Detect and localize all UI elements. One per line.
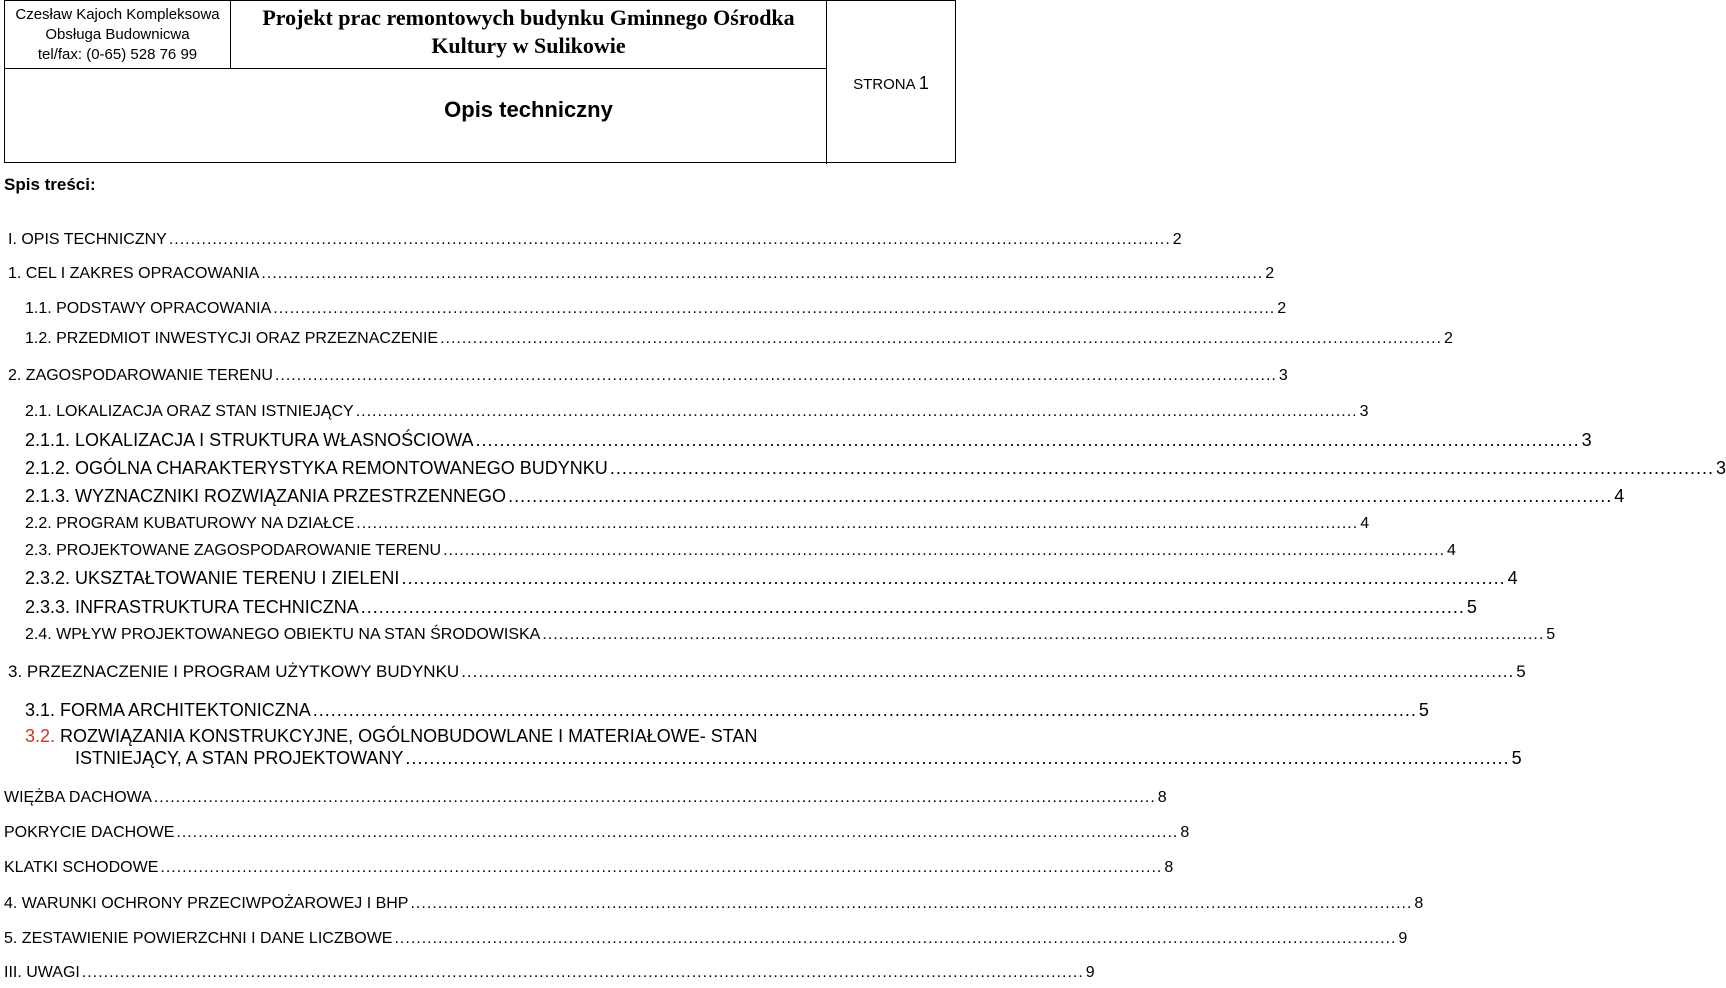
toc-entry[interactable]: 2.1. LOKALIZACJA ORAZ STAN ISTNIEJĄCY ........................................................................................................................................................................................ 3 [25,403,1369,420]
doc-title-cell [231,69,827,164]
toc-entry[interactable]: 2.3.2. UKSZTAŁTOWANIE TERENU I ZIELENI ........................................................................................................................................................................................ 4 [25,568,1518,588]
company-line-3: tel/fax: (0-65) 528 76 99 [37,46,198,63]
page-number: 1 [918,73,929,93]
page-label: STRONA [853,76,915,93]
toc-entry[interactable]: 3.1. FORMA ARCHITEKTONICZNA ........................................................................................................................................................................................ 5 [25,700,1429,720]
toc-entry[interactable]: 1.1. PODSTAWY OPRACOWANIA ........................................................................................................................................................................................ 2 [25,300,1287,317]
document-header [4,0,956,163]
toc-entry-number: 3.2. [25,726,56,746]
project-title: Projekt prac remontowych budynku Gminnego Ośrodka Kultury w Sulikowie [231,1,827,69]
toc-entry-page: 5 [1511,748,1522,768]
toc-entry[interactable]: 4. WARUNKI OCHRONY PRZECIWPOŻAROWEJ I BHP ........................................................................................................................................................................................ 8 [4,895,1424,912]
toc-entry[interactable]: 3. PRZEZNACZENIE I PROGRAM UŻYTKOWY BUDYNKU ........................................................................................................................................................................................ 5 [8,662,1526,681]
toc-entry[interactable]: 2.2. PROGRAM KUBATUROWY NA DZIAŁCE ........................................................................................................................................................................................ 4 [25,515,1370,532]
page-indicator [827,1,955,164]
toc-entry[interactable]: 1.2. PRZEDMIOT INWESTYCJI ORAZ PRZEZNACZENIE ........................................................................................................................................................................................ 2 [25,330,1453,347]
toc-entry[interactable]: I. OPIS TECHNICZNY ........................................................................................................................................................................................ 2 [8,231,1182,248]
company-info [5,1,231,69]
toc-entry[interactable]: 2.4. WPŁYW PROJEKTOWANEGO OBIEKTU NA STAN ŚRODOWISKA ........................................................................................................................................................................................ 5 [25,626,1556,643]
toc-entry[interactable]: 5. ZESTAWIENIE POWIERZCHNI I DANE LICZBOWE ........................................................................................................................................................................................ 9 [4,930,1408,947]
company-line-1: Czesław Kajoch Kompleksowa [15,6,220,23]
toc-entry[interactable]: 2.3. PROJEKTOWANE ZAGOSPODAROWANIE TERENU ........................................................................................................................................................................................ 4 [25,542,1456,559]
toc-entry[interactable]: III. UWAGI ........................................................................................................................................................................................ 9 [4,964,1095,981]
toc-entry[interactable]: 2.3.3. INFRASTRUKTURA TECHNICZNA ........................................................................................................................................................................................ 5 [25,597,1477,617]
toc-heading: Spis treści: [4,175,96,194]
toc-entry-label-line2: ISTNIEJĄCY, A STAN PROJEKTOWANY [75,748,404,768]
company-line-2: Obsługa Budownicwa [45,26,190,43]
toc-entry[interactable]: KLATKI SCHODOWE ........................................................................................................................................................................................ 8 [4,859,1174,876]
toc-entry[interactable]: 2.1.2. OGÓLNA CHARAKTERYSTYKA REMONTOWANEGO BUDYNKU ........................................................................................................................................................................................ 3 [25,458,1726,478]
toc-entry[interactable]: 2.1.1. LOKALIZACJA I STRUKTURA WŁASNOŚCIOWA ........................................................................................................................................................................................ 3 [25,430,1592,450]
doc-title: Opis techniczny [444,97,613,122]
toc-entry[interactable]: 2.1.3. WYZNACZNIKI ROZWIĄZANIA PRZESTRZENNEGO ........................................................................................................................................................................................ 4 [25,486,1625,506]
toc-entry-wrapped[interactable]: 3.2. ROZWIĄZANIA KONSTRUKCYJNE, OGÓLNOBUDOWLANE I MATERIAŁOWE- STAN ISTNIEJĄCY, A STAN PROJEKTOWANY ........................................................................................................................................................................................ 5 [25,726,1522,768]
toc-entry[interactable]: 2. ZAGOSPODAROWANIE TERENU ........................................................................................................................................................................................ 3 [8,367,1288,384]
toc-entry[interactable]: WIĘŻBA DACHOWA ........................................................................................................................................................................................ 8 [4,789,1167,806]
toc-entry-label-line1: ROZWIĄZANIA KONSTRUKCYJNE, OGÓLNOBUDOWLANE I MATERIAŁOWE- STAN [60,726,758,746]
toc-entry[interactable]: POKRYCIE DACHOWE ........................................................................................................................................................................................ 8 [4,824,1190,841]
toc-entry[interactable]: 1. CEL I ZAKRES OPRACOWANIA ........................................................................................................................................................................................ 2 [8,265,1275,282]
